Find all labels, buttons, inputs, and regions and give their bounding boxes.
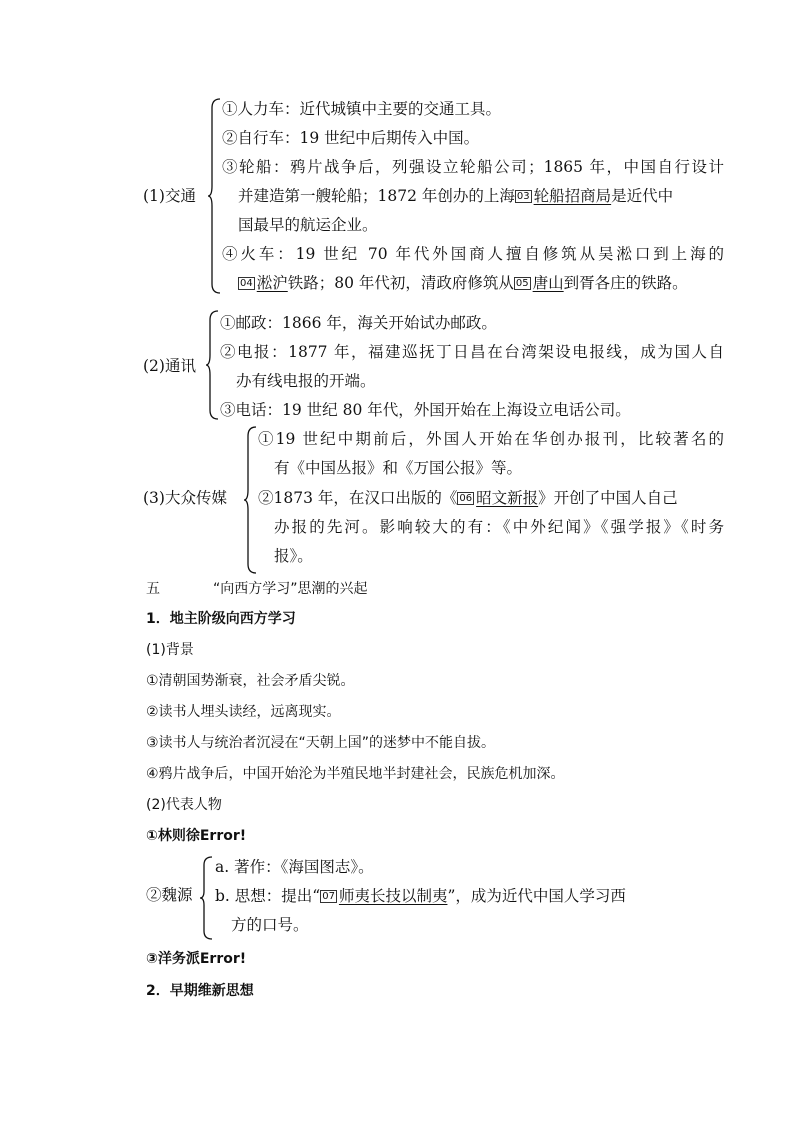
communication-line-4: ③电话：19 世纪 80 年代，外国开始在上海设立电话公司。 (220, 401, 631, 419)
transport-line-5: 国最早的航运企业。 (238, 216, 378, 234)
transport-line-4 (238, 185, 673, 207)
answer-05 (514, 274, 564, 292)
weiyuan-label: ②魏源 (146, 886, 193, 904)
communication-brace (206, 310, 220, 420)
communication-line-1: ①邮政：1866 年，海关开始试办邮政。 (220, 314, 497, 332)
answer-03 (515, 187, 611, 205)
representative-1: ①林则徐Error! (146, 828, 247, 844)
section-5-number: 五 (146, 581, 160, 597)
answer-04 (238, 274, 288, 292)
background-item-1: ①清朝国势渐衰，社会矛盾尖锐。 (146, 673, 355, 689)
weiyuan-item-b-text-a: b. 思想：提出“ (215, 887, 321, 905)
blank-number-04: 04 (240, 278, 253, 289)
blank-number-07: 07 (322, 891, 335, 902)
media-line-1: ①19 世纪中期前后，外国人开始在华创办报刊，比较著名的 (258, 430, 724, 448)
transport-line-7 (238, 272, 688, 294)
representatives-label: (2)代表人物 (146, 797, 222, 813)
section-5-title: “向西方学习”思潮的兴起 (213, 581, 368, 597)
transport-line-1: ①人力车：近代城镇中主要的交通工具。 (222, 100, 502, 118)
background-item-4: ④鸦片战争后，中国开始沦为半殖民地半封建社会，民族危机加深。 (146, 766, 565, 782)
transport-brace (208, 98, 222, 294)
background-item-3: ③读书人与统治者沉浸在“天朝上国”的迷梦中不能自拔。 (146, 735, 496, 751)
answer-04-text: 淞沪 (256, 274, 288, 292)
media-label: (3)大众传媒 (143, 489, 227, 507)
answer-07-text: 师夷长技以制夷 (338, 887, 448, 905)
answer-03-text: 轮船招商局 (533, 187, 612, 205)
answer-06-text: 昭文新报 (476, 489, 539, 507)
answer-05-text: 唐山 (532, 274, 564, 292)
media-line-5: 报》。 (274, 547, 313, 565)
part-2-title: 2．早期维新思想 (146, 983, 254, 999)
media-brace (244, 426, 258, 574)
weiyuan-item-b-cont: 方的口号。 (231, 916, 309, 934)
weiyuan-item-b-text-b: ”，成为近代中国人学习西 (447, 887, 626, 905)
transport-label: (1)交通 (143, 187, 196, 205)
media-line-4: 办报的先河。影响较大的有：《中外纪闻》《强学报》《时务 (274, 518, 724, 536)
communication-label: (2)通讯 (143, 357, 196, 375)
transport-line-4-text-a: 并建造第一艘轮船；1872 年创办的上海 (238, 187, 515, 205)
media-line-3-text-b: 》开创了中国人自己 (538, 489, 678, 507)
communication-line-3: 办有线电报的开端。 (236, 372, 376, 390)
transport-line-7-text-b: 到胥各庄的铁路。 (563, 274, 688, 292)
media-line-3-text-a: ②1873 年，在汉口出版的《 (258, 489, 458, 507)
media-line-3 (258, 487, 678, 509)
transport-line-4-text-b: 是近代中 (611, 187, 674, 205)
background-label: (1)背景 (146, 642, 194, 658)
weiyuan-brace (200, 856, 214, 940)
transport-line-3: ③轮船：鸦片战争后，列强设立轮船公司；1865 年，中国自行设计 (222, 158, 724, 176)
representative-3: ③洋务派Error! (146, 951, 247, 967)
media-line-2: 有《中国丛报》和《万国公报》等。 (274, 459, 523, 477)
transport-line-7-text-a: 铁路；80 年代初，清政府修筑从 (287, 274, 514, 292)
answer-07 (320, 887, 447, 905)
part-1-title: 1．地主阶级向西方学习 (146, 611, 296, 627)
weiyuan-item-b (215, 885, 626, 907)
transport-line-6: ④火车：19 世纪 70 年代外国商人擅自修筑从吴淞口到上海的 (222, 245, 724, 263)
transport-line-2: ②自行车：19 世纪中后期传入中国。 (222, 129, 480, 147)
answer-06 (457, 489, 538, 507)
background-item-2: ②读书人埋头读经，远离现实。 (146, 704, 341, 720)
blank-number-06: 06 (459, 493, 473, 504)
blank-number-05: 05 (515, 278, 529, 289)
weiyuan-item-a: a. 著作：《海国图志》。 (215, 858, 374, 876)
communication-line-2: ②电报：1877 年，福建巡抚丁日昌在台湾架设电报线，成为国人自 (220, 343, 724, 361)
blank-number-03: 03 (516, 191, 530, 202)
